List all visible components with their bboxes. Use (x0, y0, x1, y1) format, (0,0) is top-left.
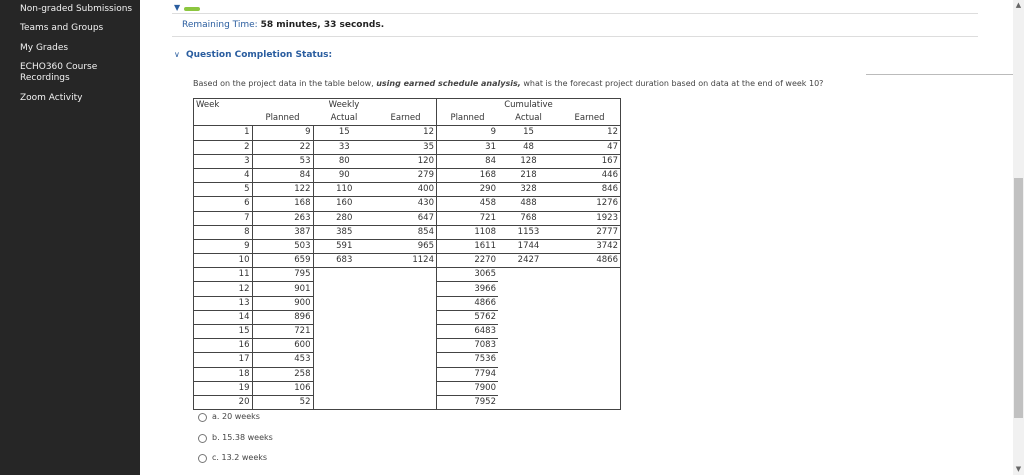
table-cell: 9 (252, 126, 313, 140)
table-cell: 2270 (437, 254, 499, 268)
table-cell: 7536 (437, 353, 499, 367)
table-cell: 1124 (375, 254, 437, 268)
table-cell (375, 325, 437, 339)
table-cell: 900 (252, 296, 313, 310)
header-week: Week (194, 99, 253, 113)
table-cell: 47 (559, 140, 621, 154)
table-cell: 2427 (498, 254, 559, 268)
header-cumulative-actual: Actual (515, 113, 542, 124)
table-cell (559, 296, 621, 310)
table-cell: 1923 (559, 211, 621, 225)
table-cell: 258 (252, 367, 313, 381)
table-cell (559, 268, 621, 282)
table-cell: 3966 (437, 282, 499, 296)
sidebar-item-zoom-activity[interactable]: Zoom Activity (20, 93, 83, 103)
table-cell: 503 (252, 239, 313, 253)
table-cell: 7083 (437, 339, 499, 353)
table-cell: 8 (194, 225, 253, 239)
table-row (194, 211, 621, 225)
table-cell: 7 (194, 211, 253, 225)
table-row (194, 254, 621, 268)
table-cell (498, 339, 559, 353)
sidebar-item-my-grades[interactable]: My Grades (20, 43, 69, 53)
table-cell: 80 (313, 154, 375, 168)
table-cell: 1611 (437, 239, 499, 253)
table-cell: 15 (194, 325, 253, 339)
table-row (194, 154, 621, 168)
table-cell (313, 282, 375, 296)
test-content-area (140, 0, 1013, 475)
table-cell (498, 367, 559, 381)
table-cell: 387 (252, 225, 313, 239)
table-cell (498, 395, 559, 409)
page-scrollbar[interactable] (1013, 0, 1024, 475)
table-cell (559, 325, 621, 339)
table-cell (375, 339, 437, 353)
header-weekly: Weekly (313, 99, 375, 113)
table-cell: 4866 (437, 296, 499, 310)
course-sidebar (0, 0, 140, 475)
table-cell: 328 (498, 183, 559, 197)
table-cell: 7900 (437, 381, 499, 395)
table-cell: 965 (375, 239, 437, 253)
table-cell: 1108 (437, 225, 499, 239)
divider (866, 74, 1013, 75)
table-cell: 6 (194, 197, 253, 211)
table-cell: 280 (313, 211, 375, 225)
table-cell: 52 (252, 395, 313, 409)
table-cell: 12 (194, 282, 253, 296)
table-cell: 168 (252, 197, 313, 211)
table-cell: 122 (252, 183, 313, 197)
table-cell (375, 381, 437, 395)
table-cell: 453 (252, 353, 313, 367)
table-cell: 11 (194, 268, 253, 282)
table-cell: 896 (252, 310, 313, 324)
table-cell: 7952 (437, 395, 499, 409)
table-row (194, 183, 621, 197)
table-row (194, 282, 621, 296)
table-cell: 84 (252, 168, 313, 182)
table-cell: 721 (252, 325, 313, 339)
table-cell (559, 339, 621, 353)
table-cell: 128 (498, 154, 559, 168)
table-cell: 167 (559, 154, 621, 168)
table-cell (375, 310, 437, 324)
table-cell: 430 (375, 197, 437, 211)
table-cell (375, 395, 437, 409)
table-cell (559, 381, 621, 395)
table-cell: 683 (313, 254, 375, 268)
table-row (194, 168, 621, 182)
table-cell (313, 381, 375, 395)
table-cell: 17 (194, 353, 253, 367)
project-data-table (193, 98, 621, 410)
table-cell: 218 (498, 168, 559, 182)
table-cell: 48 (498, 140, 559, 154)
table-cell: 15 (313, 126, 375, 140)
table-cell (559, 310, 621, 324)
header-cumulative: Cumulative (498, 99, 559, 113)
table-cell (313, 268, 375, 282)
header-weekly-planned: Planned (265, 113, 300, 124)
table-cell (498, 268, 559, 282)
table-row (194, 126, 621, 140)
table-cell (313, 296, 375, 310)
remaining-time-label: Remaining Time: (182, 20, 258, 30)
radio-button[interactable] (198, 454, 207, 463)
table-row (194, 140, 621, 154)
question-completion-status[interactable] (174, 50, 332, 60)
table-cell: 1276 (559, 197, 621, 211)
table-cell: 458 (437, 197, 499, 211)
header-weekly-earned: Earned (375, 112, 437, 126)
table-cell (498, 310, 559, 324)
table-cell (375, 353, 437, 367)
table-cell: 14 (194, 310, 253, 324)
table-cell (313, 395, 375, 409)
scrollbar-thumb[interactable] (1014, 178, 1023, 418)
table-cell (559, 353, 621, 367)
question-text: Based on the project data in the table below, using earned schedule analysis, what is the forecast project duration based on data at the end of week 10? (193, 79, 824, 88)
remaining-time (182, 20, 384, 30)
table-cell: 647 (375, 211, 437, 225)
table-cell (313, 310, 375, 324)
table-cell: 13 (194, 296, 253, 310)
table-cell: 31 (437, 140, 499, 154)
table-cell (313, 339, 375, 353)
progress-indicator (184, 7, 200, 11)
table-cell (498, 381, 559, 395)
table-cell (559, 367, 621, 381)
table-cell: 33 (313, 140, 375, 154)
radio-button[interactable] (198, 413, 207, 422)
table-cell: 721 (437, 211, 499, 225)
chevron-down-icon: ∨ (174, 50, 180, 59)
sidebar-item-non-graded-submissions[interactable]: Non-graded Submissions (20, 4, 133, 14)
table-cell: 84 (437, 154, 499, 168)
table-cell: 35 (375, 140, 437, 154)
completion-status-label: Question Completion Status: (186, 50, 333, 60)
table-cell: 110 (313, 183, 375, 197)
table-cell (313, 325, 375, 339)
table-cell: 12 (375, 126, 437, 140)
table-cell: 168 (437, 168, 499, 182)
table-cell: 385 (313, 225, 375, 239)
table-body (194, 126, 621, 410)
table-cell: 768 (498, 211, 559, 225)
table-cell: 263 (252, 211, 313, 225)
table-cell: 1 (194, 126, 253, 140)
table-cell (375, 282, 437, 296)
table-cell: 488 (498, 197, 559, 211)
header-cumulative-planned: Planned (450, 113, 485, 124)
table-cell (559, 395, 621, 409)
table-cell: 1153 (498, 225, 559, 239)
sidebar-item-teams-and-groups[interactable]: Teams and Groups (20, 23, 104, 33)
table-cell: 6483 (437, 325, 499, 339)
table-cell (498, 282, 559, 296)
table-cell: 5 (194, 183, 253, 197)
table-cell: 53 (252, 154, 313, 168)
table-cell: 20 (194, 395, 253, 409)
sidebar-item-echo360-recordings[interactable]: ECHO360 Course Recordings (20, 62, 98, 83)
table-row (194, 395, 621, 409)
header-weekly-actual: Actual (330, 113, 358, 124)
table-cell (375, 367, 437, 381)
answer-option-c[interactable]: c. 13.2 weeks (198, 452, 273, 473)
table-cell: 795 (252, 268, 313, 282)
table-cell (559, 282, 621, 296)
divider (172, 13, 978, 14)
table-cell: 4 (194, 168, 253, 182)
answer-option-a[interactable]: a. 20 weeks (198, 411, 273, 432)
answer-options (198, 411, 273, 473)
table-cell: 600 (252, 339, 313, 353)
table-row (194, 197, 621, 211)
table-cell: 2777 (559, 225, 621, 239)
table-cell (375, 296, 437, 310)
table-row (194, 296, 621, 310)
table-cell: 1744 (498, 239, 559, 253)
table-row (194, 353, 621, 367)
table-cell (313, 353, 375, 367)
table-cell: 5762 (437, 310, 499, 324)
table-cell: 2 (194, 140, 253, 154)
table-cell: 290 (437, 183, 499, 197)
table-cell: 4866 (559, 254, 621, 268)
table-cell: 591 (313, 239, 375, 253)
table-cell: 18 (194, 367, 253, 381)
table-cell: 901 (252, 282, 313, 296)
table-cell: 446 (559, 168, 621, 182)
table-cell: 279 (375, 168, 437, 182)
table-row (194, 239, 621, 253)
table-cell (313, 367, 375, 381)
table-cell: 400 (375, 183, 437, 197)
table-cell: 106 (252, 381, 313, 395)
collapse-toggle-icon[interactable]: ▼ (174, 3, 181, 12)
table-cell: 9 (194, 239, 253, 253)
radio-button[interactable] (198, 434, 207, 443)
table-row (194, 310, 621, 324)
table-cell: 846 (559, 183, 621, 197)
table-cell: 3 (194, 154, 253, 168)
table-cell: 90 (313, 168, 375, 182)
table-row (194, 268, 621, 282)
table-cell: 3742 (559, 239, 621, 253)
table-cell: 15 (498, 126, 559, 140)
table-cell: 22 (252, 140, 313, 154)
table-cell: 160 (313, 197, 375, 211)
table-row (194, 325, 621, 339)
table-cell: 19 (194, 381, 253, 395)
scroll-up-icon[interactable]: ▲ (1015, 1, 1022, 9)
table-row (194, 225, 621, 239)
table-cell (498, 296, 559, 310)
table-cell: 3065 (437, 268, 499, 282)
table-row (194, 381, 621, 395)
table-cell: 120 (375, 154, 437, 168)
table-cell: 854 (375, 225, 437, 239)
table-cell: 16 (194, 339, 253, 353)
header-cumulative-earned: Earned (559, 112, 621, 126)
table-cell: 10 (194, 254, 253, 268)
table-cell: 659 (252, 254, 313, 268)
divider (172, 36, 978, 37)
table-cell: 7794 (437, 367, 499, 381)
table-cell (375, 268, 437, 282)
table-cell: 9 (437, 126, 499, 140)
table-row (194, 367, 621, 381)
table-cell: 12 (559, 126, 621, 140)
answer-option-b[interactable]: b. 15.38 weeks (198, 432, 273, 453)
remaining-time-value: 58 minutes, 33 seconds. (260, 20, 385, 30)
table-cell (498, 325, 559, 339)
table-cell (498, 353, 559, 367)
table-row (194, 339, 621, 353)
scroll-down-icon[interactable]: ▼ (1015, 465, 1022, 473)
